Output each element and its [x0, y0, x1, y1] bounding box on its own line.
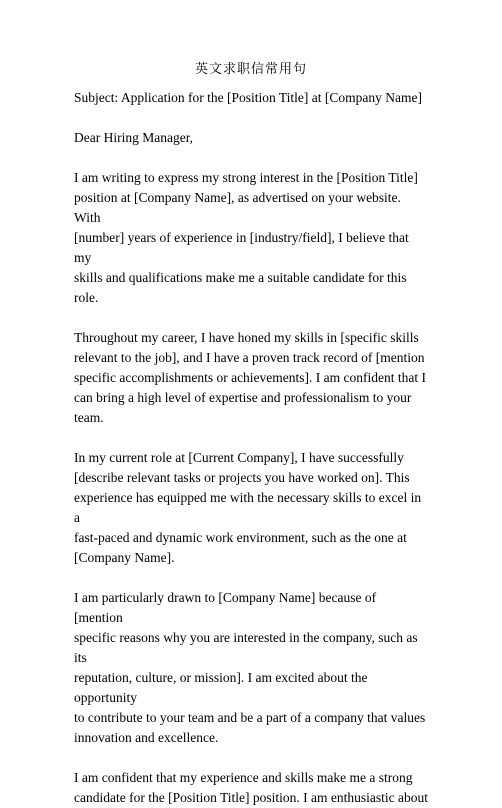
text-line: Throughout my career, I have honed my skills in [specific skills [74, 330, 419, 345]
text-line: specific accomplishments or achievements]. I am confident that I [74, 370, 426, 385]
text-line: specific reasons why you are interested in the company, such as its [74, 630, 418, 665]
text-line: team. [74, 410, 104, 425]
paragraph-company-interest [74, 588, 428, 748]
paragraph-gap [74, 568, 428, 588]
text-line: I am particularly drawn to [Company Name] because of [mention [74, 590, 377, 625]
text-line: candidate for the [Position Title] position. I am enthusiastic about [74, 790, 428, 805]
document-title: 英文求职信常用句 [194, 61, 307, 76]
salutation [74, 128, 428, 148]
paragraph-career [74, 328, 428, 428]
text-line: experience has equipped me with the necessary skills to excel in a [74, 490, 422, 525]
paragraph-current-role [74, 448, 428, 568]
text-line: [number] years of experience in [industry/field], I believe that my [74, 230, 409, 265]
paragraph-gap [74, 308, 428, 328]
text-line: reputation, culture, or mission]. I am excited about the opportunity [74, 670, 368, 705]
text-line: Dear Hiring Manager, [74, 130, 194, 145]
paragraph-gap [74, 748, 428, 768]
text-line: [describe relevant tasks or projects you have worked on]. This [74, 470, 410, 485]
text-line: position at [Company Name], as advertised on your website. With [74, 190, 401, 225]
paragraph-gap [74, 428, 428, 448]
text-line: innovation and excellence. [74, 730, 219, 745]
letter-body [74, 88, 428, 808]
paragraph-closing [74, 768, 428, 808]
paragraph-gap [74, 108, 428, 128]
text-line: to contribute to your team and be a part of a company that values [74, 710, 426, 725]
text-line: In my current role at [Current Company], I have successfully [74, 450, 404, 465]
text-line: I am writing to express my strong interest in the [Position Title] [74, 170, 418, 185]
text-line: relevant to the job], and I have a proven track record of [mention [74, 350, 425, 365]
paragraph-gap [74, 148, 428, 168]
paragraph-introduction [74, 168, 428, 308]
text-line: I am confident that my experience and skills make me a strong [74, 770, 413, 785]
text-line: [Company Name]. [74, 550, 175, 565]
subject-line [74, 88, 428, 108]
text-line: Subject: Application for the [Position Title] at [Company Name] [74, 90, 422, 105]
text-line: can bring a high level of expertise and professionalism to your [74, 390, 412, 405]
text-line: fast-paced and dynamic work environment, such as the one at [74, 530, 407, 545]
text-line: skills and qualifications make me a suitable candidate for this role. [74, 270, 407, 305]
